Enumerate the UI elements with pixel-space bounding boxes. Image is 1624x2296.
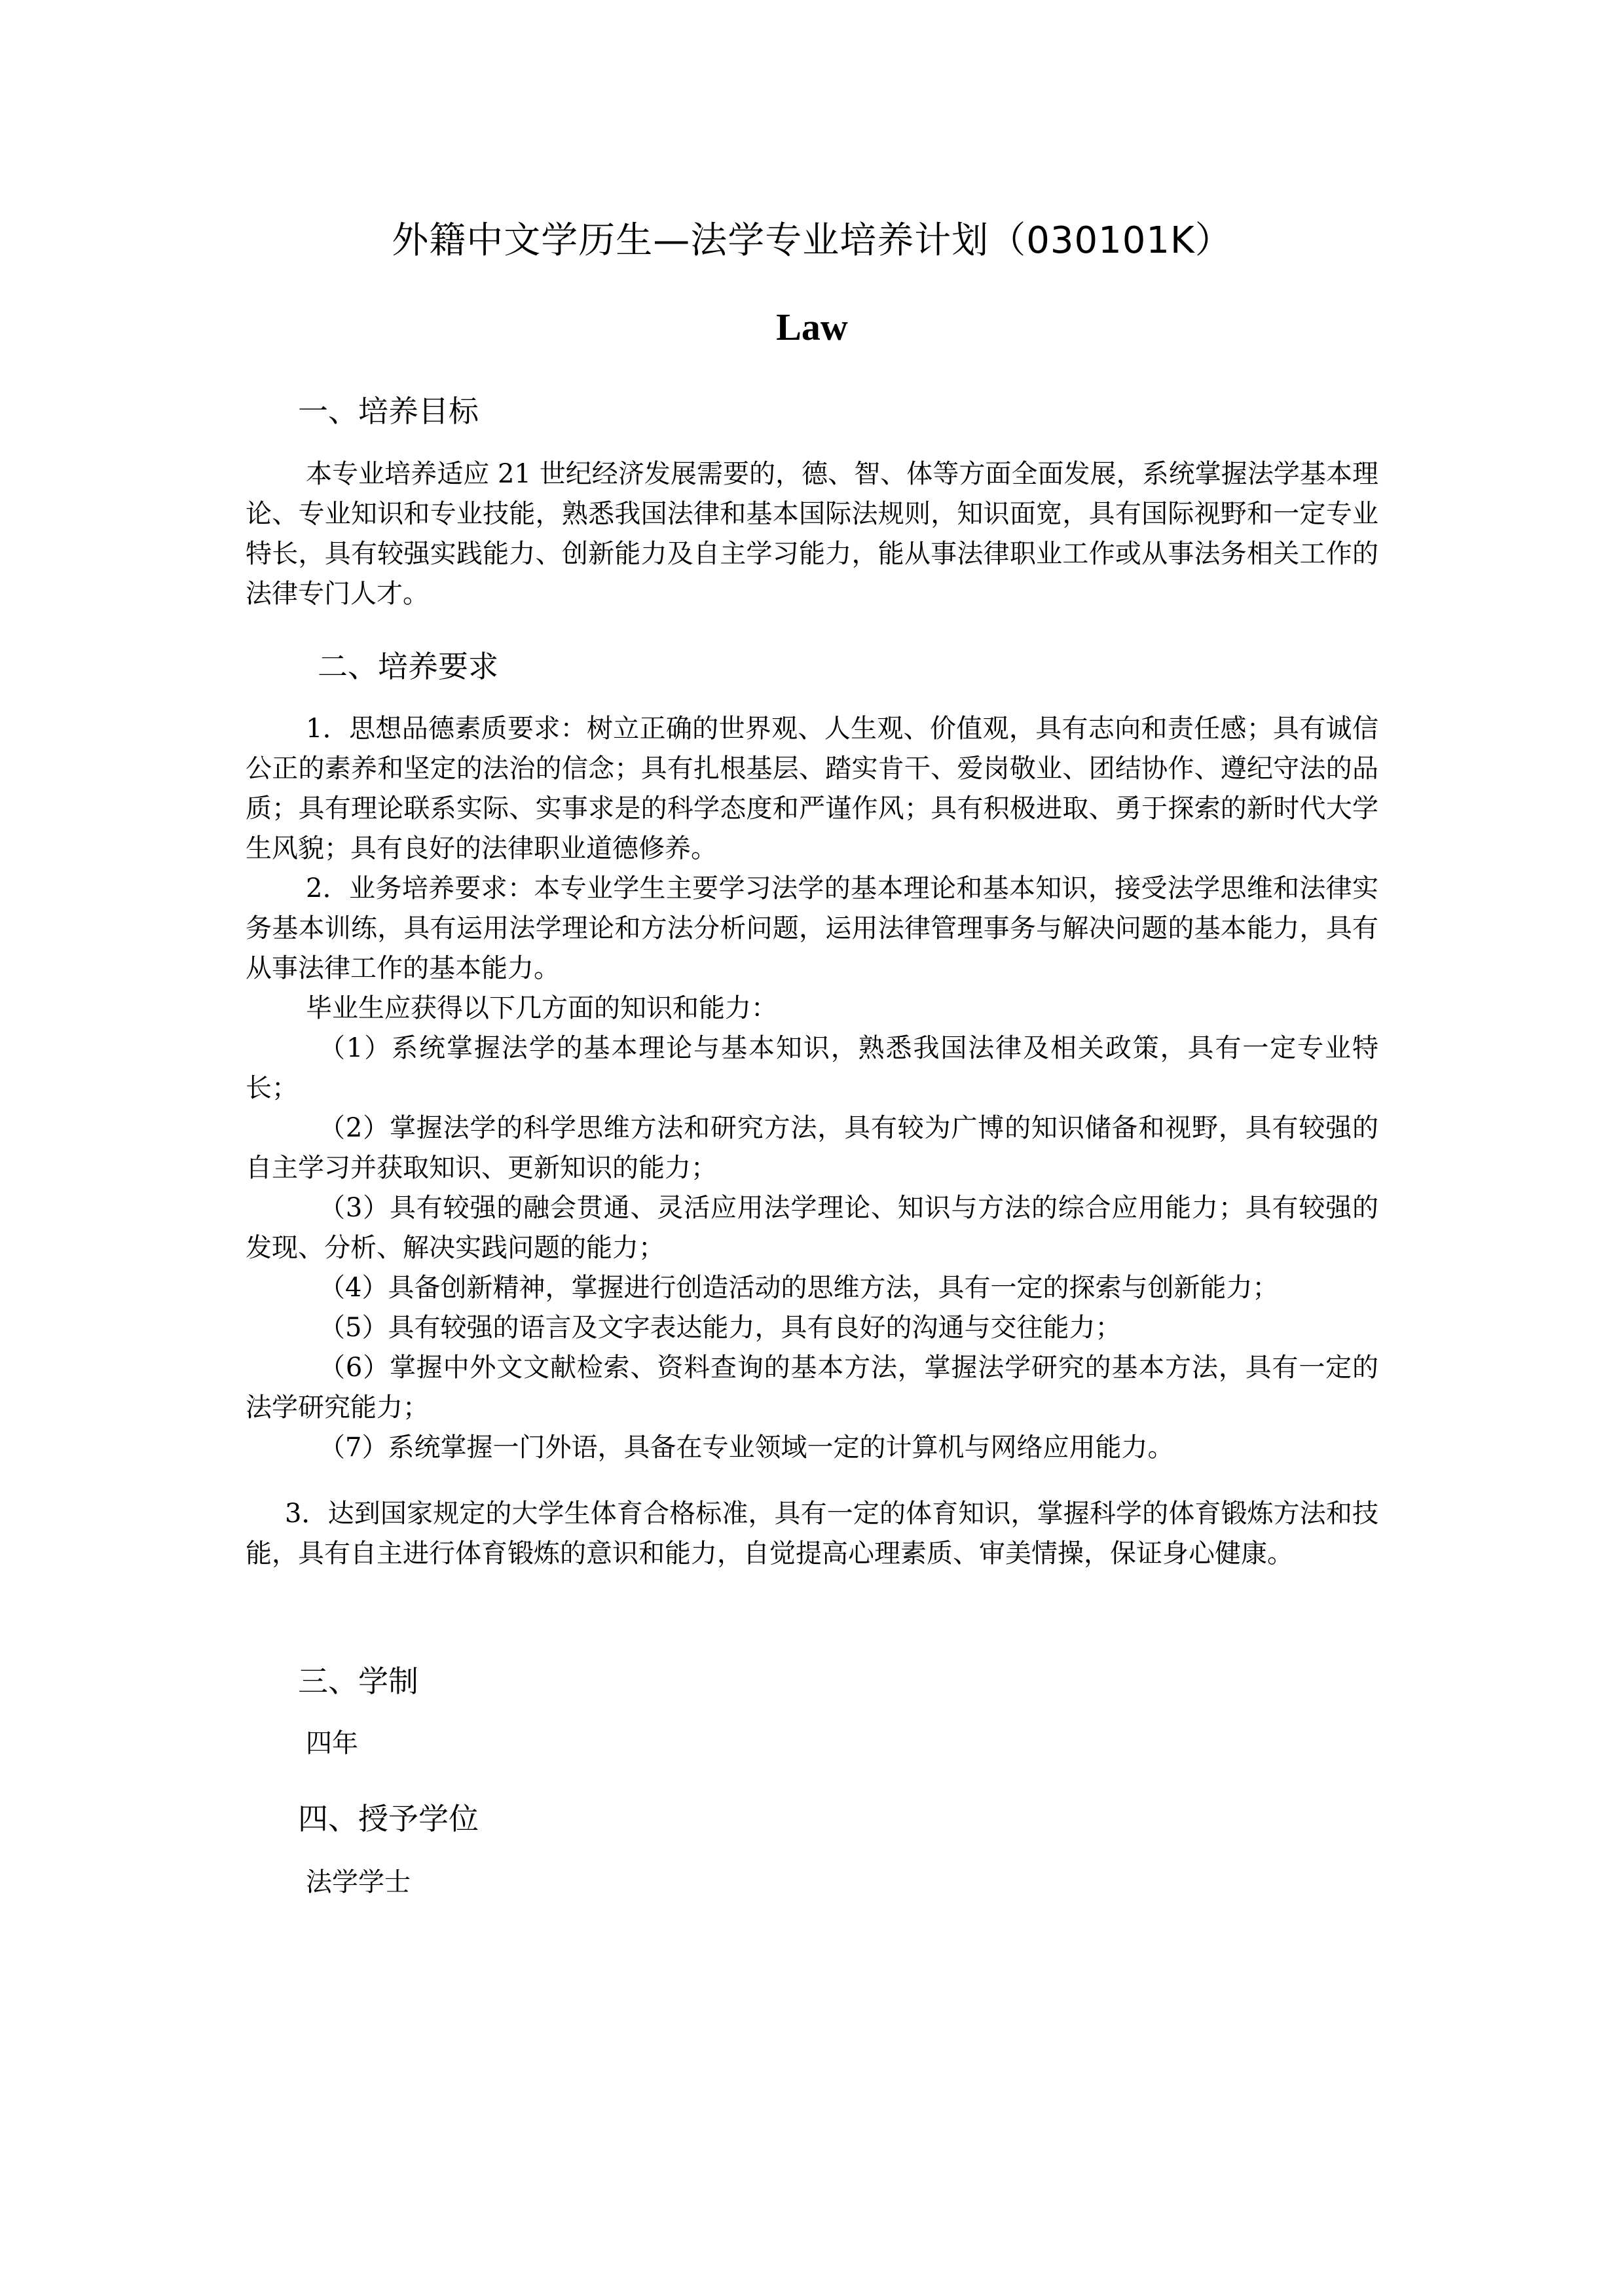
training-objectives-paragraph: 本专业培养适应 21 世纪经济发展需要的，德、智、体等方面全面发展，系统掌握法学基本理论、专业知识和专业技能，熟悉我国法律和基本国际法规则，知识面宽，具有国际视野和一定专业特长，具有较强实践能力、创新能力及自主学习能力，能从事法律职业工作或从事法务相关工作的法律专门人才。 xyxy=(246,459,1378,609)
section-heading-degree: 四、授予学位 xyxy=(298,1801,479,1836)
section-heading-duration: 三、学制 xyxy=(298,1664,418,1699)
degree-value: 法学学士 xyxy=(306,1867,411,1897)
requirement-2-paragraph: 2．业务培养要求：本专业学生主要学习法学的基本理论和基本知识，接受法学思维和法律实务基本训练，具有运用法学理论和方法分析问题，运用法律管理事务与解决问题的基本能力，具有从事法律工作的基本能力。 xyxy=(246,873,1378,983)
ability-item-2: （2）掌握法学的科学思维方法和研究方法，具有较为广博的知识储备和视野，具有较强的自主学习并获取知识、更新知识的能力； xyxy=(246,1113,1378,1183)
document-title: 外籍中文学历生—法学专业培养计划（030101K） xyxy=(392,219,1232,262)
requirement-1-paragraph: 1．思想品德素质要求：树立正确的世界观、人生观、价值观，具有志向和责任感；具有诚信公正的素养和坚定的法治的信念；具有扎根基层、踏实肯干、爱岗敬业、团结协作、遵纪守法的品质；具有理论联系实际、实事求是的科学态度和严谨作风；具有积极进取、勇于探索的新时代大学生风貌；具有良好的法律职业道德修养。 xyxy=(246,714,1378,864)
ability-item-7: （7）系统掌握一门外语，具备在专业领域一定的计算机与网络应用能力。 xyxy=(319,1432,1174,1463)
section-heading-training-requirements: 二、培养要求 xyxy=(318,649,498,684)
ability-item-5: （5）具有较强的语言及文字表达能力，具有良好的沟通与交往能力； xyxy=(319,1313,1122,1343)
requirement-3-paragraph: 3．达到国家规定的大学生体育合格标准，具有一定的体育知识，掌握科学的体育锻炼方法和技能，具有自主进行体育锻炼的意识和能力，自觉提高心理素质、审美情操，保证身心健康。 xyxy=(246,1499,1378,1569)
ability-item-1: （1）系统掌握法学的基本理论与基本知识，熟悉我国法律及相关政策，具有一定专业特长； xyxy=(246,1033,1378,1103)
ability-item-6: （6）掌握中外文文献检索、资料查询的基本方法，掌握法学研究的基本方法，具有一定的法学研究能力； xyxy=(246,1353,1378,1423)
duration-value: 四年 xyxy=(306,1728,358,1758)
abilities-intro: 毕业生应获得以下几方面的知识和能力： xyxy=(306,993,777,1023)
ability-item-4: （4）具备创新精神，掌握进行创造活动的思维方法，具有一定的探索与创新能力； xyxy=(319,1273,1279,1303)
section-heading-training-objectives: 一、培养目标 xyxy=(298,393,479,429)
document-subtitle: Law xyxy=(776,306,848,348)
ability-item-3: （3）具有较强的融会贯通、灵活应用法学理论、知识与方法的综合应用能力；具有较强的发现、分析、解决实践问题的能力； xyxy=(246,1193,1378,1263)
